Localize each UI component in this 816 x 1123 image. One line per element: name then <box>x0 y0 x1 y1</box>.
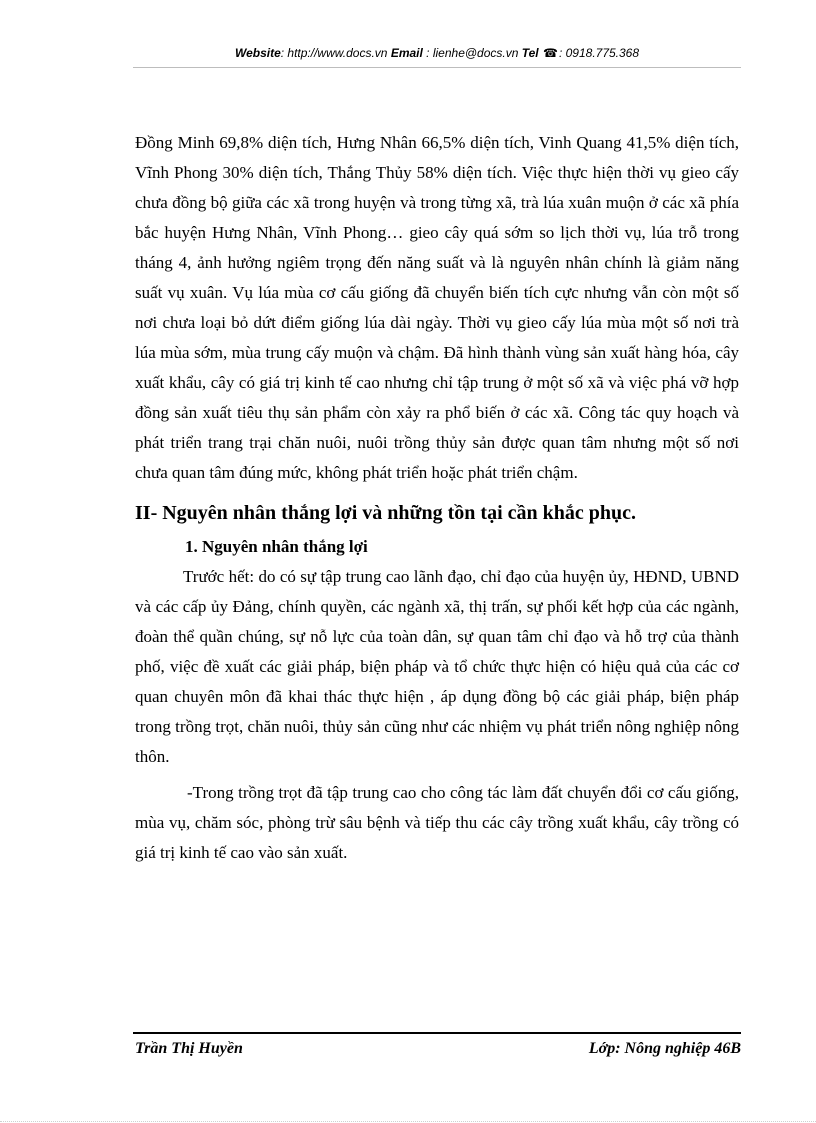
footer-divider <box>133 1032 741 1034</box>
page-bottom-border <box>0 1121 816 1122</box>
header-divider <box>133 67 741 68</box>
email-label: Email <box>390 46 423 60</box>
phone-icon: ☎ <box>543 46 558 60</box>
body-paragraph-2: Trước hết: do có sự tập trung cao lãnh đạo, chỉ đạo của huyện ủy, HĐND, UBND và các cấp ủy Đảng, chính quyền, các ngành xã, thị trấn, sự phối kết hợp của các ngành, đoàn thể quần chúng, sự nỗ lực của toàn dân, sự quan tâm chỉ đạo và hỗ trợ của thành phố, việc đề xuất các giải pháp, biện pháp và tổ chức thực hiện có hiệu quả của các cơ quan chuyên môn đã khai thác thực hiện , áp dụng đồng bộ các giải pháp, biện pháp trong trồng trọt, chăn nuôi, thủy sản cũng như các nhiệm vụ phát triển nông nghiệp nông thôn. <box>135 567 739 766</box>
tel-value: : 0918.775.368 <box>558 46 640 60</box>
footer-author: Trần Thị Huyền <box>135 1040 243 1057</box>
section-heading: II- Nguyên nhân thắng lợi và những tồn tại cần khắc phục. <box>135 502 636 524</box>
subsection-heading: 1. Nguyên nhân thắng lợi <box>185 537 368 556</box>
website-label: Website <box>234 46 281 60</box>
footer-class: Lớp: Nông nghiệp 46B <box>588 1040 741 1057</box>
email-value: : lienhe@docs.vn <box>426 46 519 60</box>
website-value: : http://www.docs.vn <box>280 46 388 60</box>
body-paragraph-1: Đồng Minh 69,8% diện tích, Hưng Nhân 66,5% diện tích, Vinh Quang 41,5% diện tích, Vĩnh Phong 30% diện tích, Thắng Thủy 58% diện tích. Việc thực hiện thời vụ gieo cấy chưa đồng bộ giữa các xã trong huyện và trong từng xã, trà lúa xuân muộn ở các xã phía bắc huyện Hưng Nhân, Vĩnh Phong… gieo cây quá sớm so lịch thời vụ, lúa trỗ trong tháng 4, ảnh hưởng ngiêm trọng đến năng suất và là nguyên nhân chính là giảm năng suất vụ xuân. Vụ lúa mùa cơ cấu giống đã chuyển biến tích cực nhưng vẫn còn một số nơi chưa loại bỏ dứt điểm giống lúa dài ngày. Thời vụ gieo cấy lúa mùa một số nơi trà lúa mùa sớm, mùa trung cấy muộn và chậm. Đã hình thành vùng sản xuất hàng hóa, cây xuất khẩu, cây có giá trị kinh tế cao nhưng chỉ tập trung ở một số xã và việc phá vỡ hợp đồng sản xuất tiêu thụ sản phẩm còn xảy ra phổ biến ở các xã. Công tác quy hoạch và phát triển trang trại chăn nuôi, nuôi trồng thủy sản được quan tâm nhưng một số nơi chưa quan tâm đúng mức, không phát triển hoặc phát triển chậm. <box>135 133 739 482</box>
document-body <box>135 128 739 868</box>
tel-label: Tel <box>521 46 539 60</box>
page-header <box>133 46 741 60</box>
body-paragraph-3: -Trong trồng trọt đã tập trung cao cho công tác làm đất chuyển đổi cơ cấu giống, mùa vụ, chăm sóc, phòng trừ sâu bệnh và tiếp thu các cây trồng xuất khẩu, cây trồng có giá trị kinh tế cao vào sản xuất. <box>135 783 739 862</box>
